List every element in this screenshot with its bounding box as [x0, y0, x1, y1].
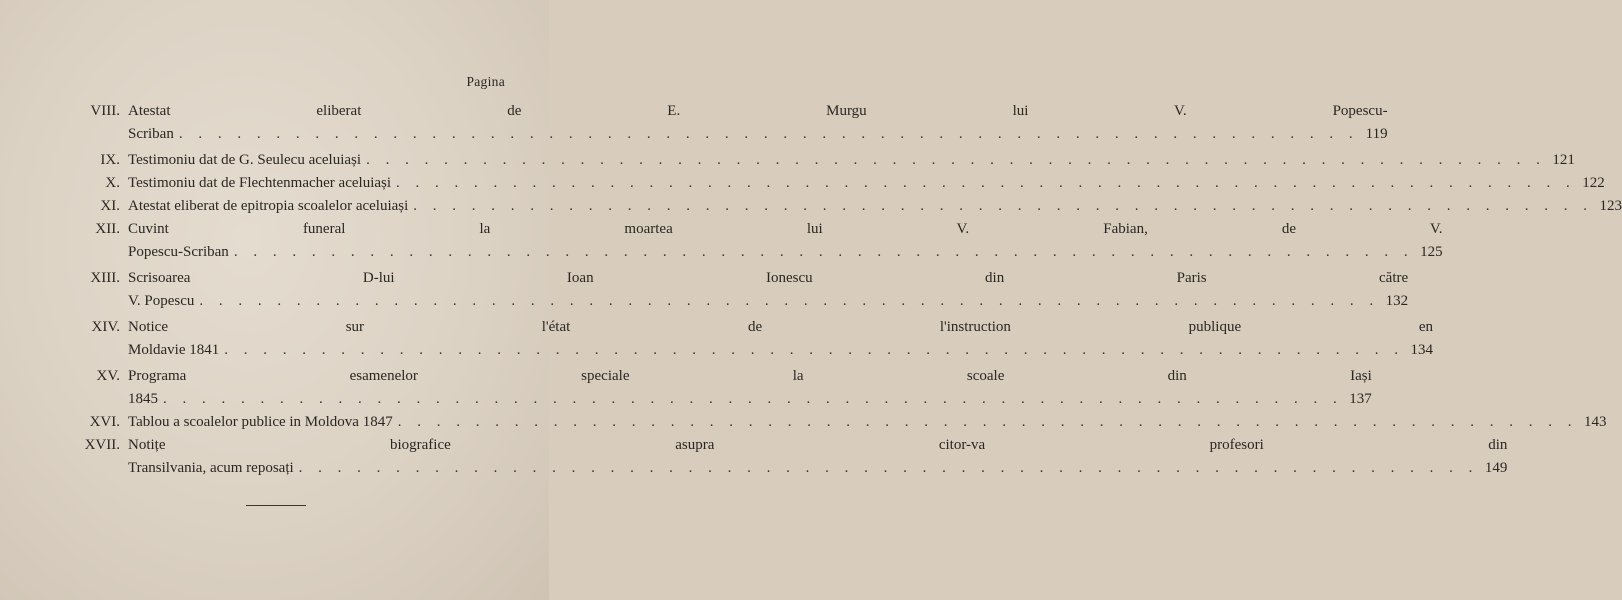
dot-leader — [408, 195, 1596, 218]
dot-leader — [393, 411, 1581, 434]
toc-entry-xiv — [78, 316, 1433, 362]
entry-title-line: Notice sur l'état de l'instruction publique en — [128, 319, 1433, 335]
entry-title-line: Scriban — [128, 126, 174, 142]
entry-page-number: 122 — [1582, 175, 1605, 191]
entry-title-line: Programa esamenelor speciale la scoale din Iași — [128, 368, 1372, 384]
toc-entry-xvi — [78, 411, 1607, 434]
entry-title-line: 1845 — [128, 391, 158, 407]
dot-leader — [391, 172, 1579, 195]
entry-number: XI. — [100, 198, 120, 214]
toc-entry-xi — [78, 195, 1622, 218]
dot-leader — [219, 339, 1407, 362]
entry-number: XVI. — [89, 414, 120, 430]
entry-number: X. — [105, 175, 120, 191]
entry-title-line: Popescu-Scriban — [128, 244, 229, 260]
entry-number: XVII. — [84, 437, 120, 453]
entry-title-line: Atestat eliberat de epitropia scoalelor aceluiași — [128, 198, 409, 214]
entry-title-line: Tablou a scoalelor publice in Moldova 1847 — [128, 414, 393, 430]
toc-entry-xii — [78, 218, 1443, 264]
dot-leader — [174, 123, 1362, 146]
entry-title-line: Notițe biografice asupra citor-va profesori din — [128, 437, 1508, 453]
entry-page-number: 143 — [1583, 414, 1607, 430]
entry-page-number: 149 — [1484, 460, 1508, 476]
entry-number: IX. — [100, 152, 120, 168]
toc-entry-xvii — [78, 434, 1508, 480]
toc-entry-x — [78, 172, 1605, 195]
table-of-contents — [78, 100, 1622, 480]
entry-page-number: 134 — [1410, 342, 1433, 358]
entry-title-line: Moldavie 1841 — [128, 342, 220, 358]
end-rule — [246, 505, 306, 506]
entry-title-line: Scrisoarea D-lui Ioan Ionescu din Paris către — [128, 270, 1409, 286]
entry-number: XIII. — [90, 270, 120, 286]
toc-entry-xv — [78, 365, 1372, 411]
entry-page-number: 121 — [1552, 152, 1575, 168]
entry-number: VIII. — [90, 103, 120, 119]
dot-leader — [294, 457, 1482, 480]
entry-number: XIV. — [91, 319, 120, 335]
toc-entry-viii — [78, 100, 1388, 146]
entry-page-number: 123 — [1599, 198, 1622, 214]
page-column-header: Pagina — [466, 74, 505, 89]
toc-entry-ix — [78, 149, 1575, 172]
entry-page-number: 137 — [1349, 391, 1372, 407]
entry-title-line: Testimoniu dat de G. Seulecu aceluiași — [128, 152, 362, 168]
entry-title-line: V. Popescu — [128, 293, 195, 309]
entry-number: XII. — [95, 221, 120, 237]
entry-page-number: 119 — [1365, 126, 1388, 142]
dot-leader — [361, 149, 1549, 172]
entry-title-line: Atestat eliberat de E. Murgu lui V. Popescu- — [128, 103, 1388, 119]
entry-page-number: 125 — [1420, 244, 1443, 260]
entry-title-line: Testimoniu dat de Flechtenmacher aceluiași — [128, 175, 392, 191]
dot-leader — [194, 290, 1382, 313]
entry-title-line: Transilvania, acum reposați — [128, 460, 294, 476]
toc-entry-xiii — [78, 267, 1409, 313]
dot-leader — [158, 388, 1346, 411]
dot-leader — [229, 241, 1417, 264]
entry-number: XV. — [96, 368, 120, 384]
entry-page-number: 132 — [1385, 293, 1409, 309]
entry-title-line: Cuvint funeral la moartea lui V. Fabian, de V. — [128, 221, 1443, 237]
